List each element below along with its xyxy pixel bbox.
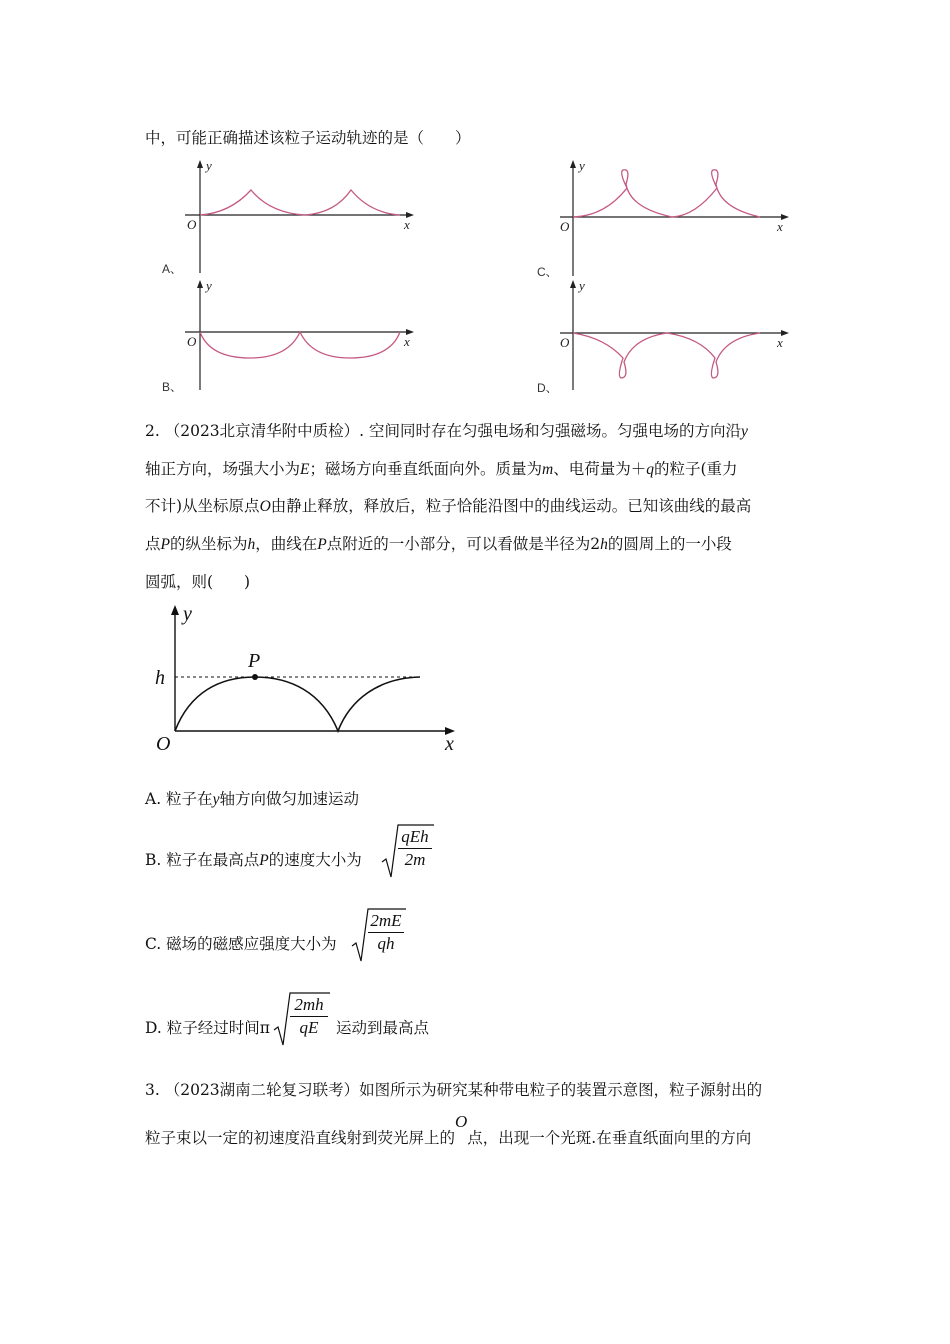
q2-line-2: 轴正方向，场强大小为E；磁场方向垂直纸面向外。质量为m、电荷量为＋q的粒子(重力 bbox=[145, 460, 738, 478]
trajectory-curve bbox=[175, 677, 420, 731]
q2-line-4: 点P的纵坐标为h，曲线在P点附近的一小部分，可以看做是半径为2h的圆周上的一小段 bbox=[145, 535, 732, 553]
option-c-label: C、 bbox=[537, 265, 558, 279]
q2-option-d: D. 粒子经过时间π bbox=[145, 1019, 270, 1037]
origin-label: O bbox=[560, 219, 570, 234]
q1-graph-d bbox=[535, 278, 805, 398]
h-label: h bbox=[155, 667, 165, 689]
q2-option-d-tail: 运动到最高点 bbox=[336, 1019, 430, 1037]
option-a-label: A、 bbox=[162, 262, 183, 276]
q1-tail-text: 中，可能正确描述该粒子运动轨迹的是（ ） bbox=[145, 129, 471, 147]
q2-option-c: C. 磁场的磁感应强度大小为 bbox=[145, 935, 337, 953]
axis-y-label: y bbox=[579, 278, 585, 293]
q2-option-a: A. 粒子在y轴方向做匀加速运动 bbox=[145, 790, 359, 808]
fraction-b: qEh 2m bbox=[396, 826, 434, 871]
q1-graph-b bbox=[160, 278, 430, 398]
q2-option-b: B. 粒子在最高点P的速度大小为 bbox=[145, 851, 362, 869]
axis-y-label: y bbox=[579, 158, 585, 173]
origin-label: O bbox=[187, 334, 197, 349]
trajectory-curve bbox=[200, 190, 400, 215]
axis-x-label: x bbox=[777, 335, 783, 350]
q1-graph-a bbox=[160, 158, 430, 283]
fraction-c: 2mE qh bbox=[366, 910, 406, 955]
axis-x-label: x bbox=[404, 334, 410, 349]
origin-label: O bbox=[156, 733, 171, 755]
axis-x-label: x bbox=[445, 733, 454, 755]
axis-x-label: x bbox=[404, 217, 410, 232]
option-d-label: D、 bbox=[537, 381, 558, 395]
trajectory-curve bbox=[573, 170, 760, 217]
q2-line-5: 圆弧，则( ) bbox=[145, 573, 251, 591]
axis-x-label: x bbox=[777, 219, 783, 234]
q2-line-3: 不计)从坐标原点O由静止释放，释放后，粒子恰能沿图中的曲线运动。已知该曲线的最高 bbox=[145, 497, 752, 515]
axis-y-label: y bbox=[183, 603, 192, 625]
q3-line-1: 3. （2023湖南二轮复习联考）如图所示为研究某种带电粒子的装置示意图，粒子源射出的 bbox=[145, 1081, 763, 1099]
trajectory-curve bbox=[573, 333, 760, 378]
axis-y-label: y bbox=[206, 158, 212, 173]
option-b-label: B、 bbox=[162, 380, 183, 394]
origin-label: O bbox=[187, 217, 197, 232]
q3-line-2: 粒子束以一定的初速度沿直线射到荧光屏上的O点，出现一个光斑.在垂直纸面向里的方向 bbox=[145, 1112, 752, 1147]
axis-y-label: y bbox=[206, 278, 212, 293]
fraction-d: 2mh qE bbox=[288, 994, 330, 1039]
q2-figure bbox=[150, 600, 470, 760]
q1-graph-c bbox=[535, 158, 805, 283]
trajectory-curve bbox=[200, 332, 400, 358]
q2-line-1: 2. （2023北京清华附中质检）. 空间同时存在匀强电场和匀强磁场。匀强电场的方向沿y bbox=[145, 422, 748, 440]
origin-label: O bbox=[560, 335, 570, 350]
point-p-dot bbox=[252, 674, 258, 680]
p-label: P bbox=[248, 650, 261, 672]
